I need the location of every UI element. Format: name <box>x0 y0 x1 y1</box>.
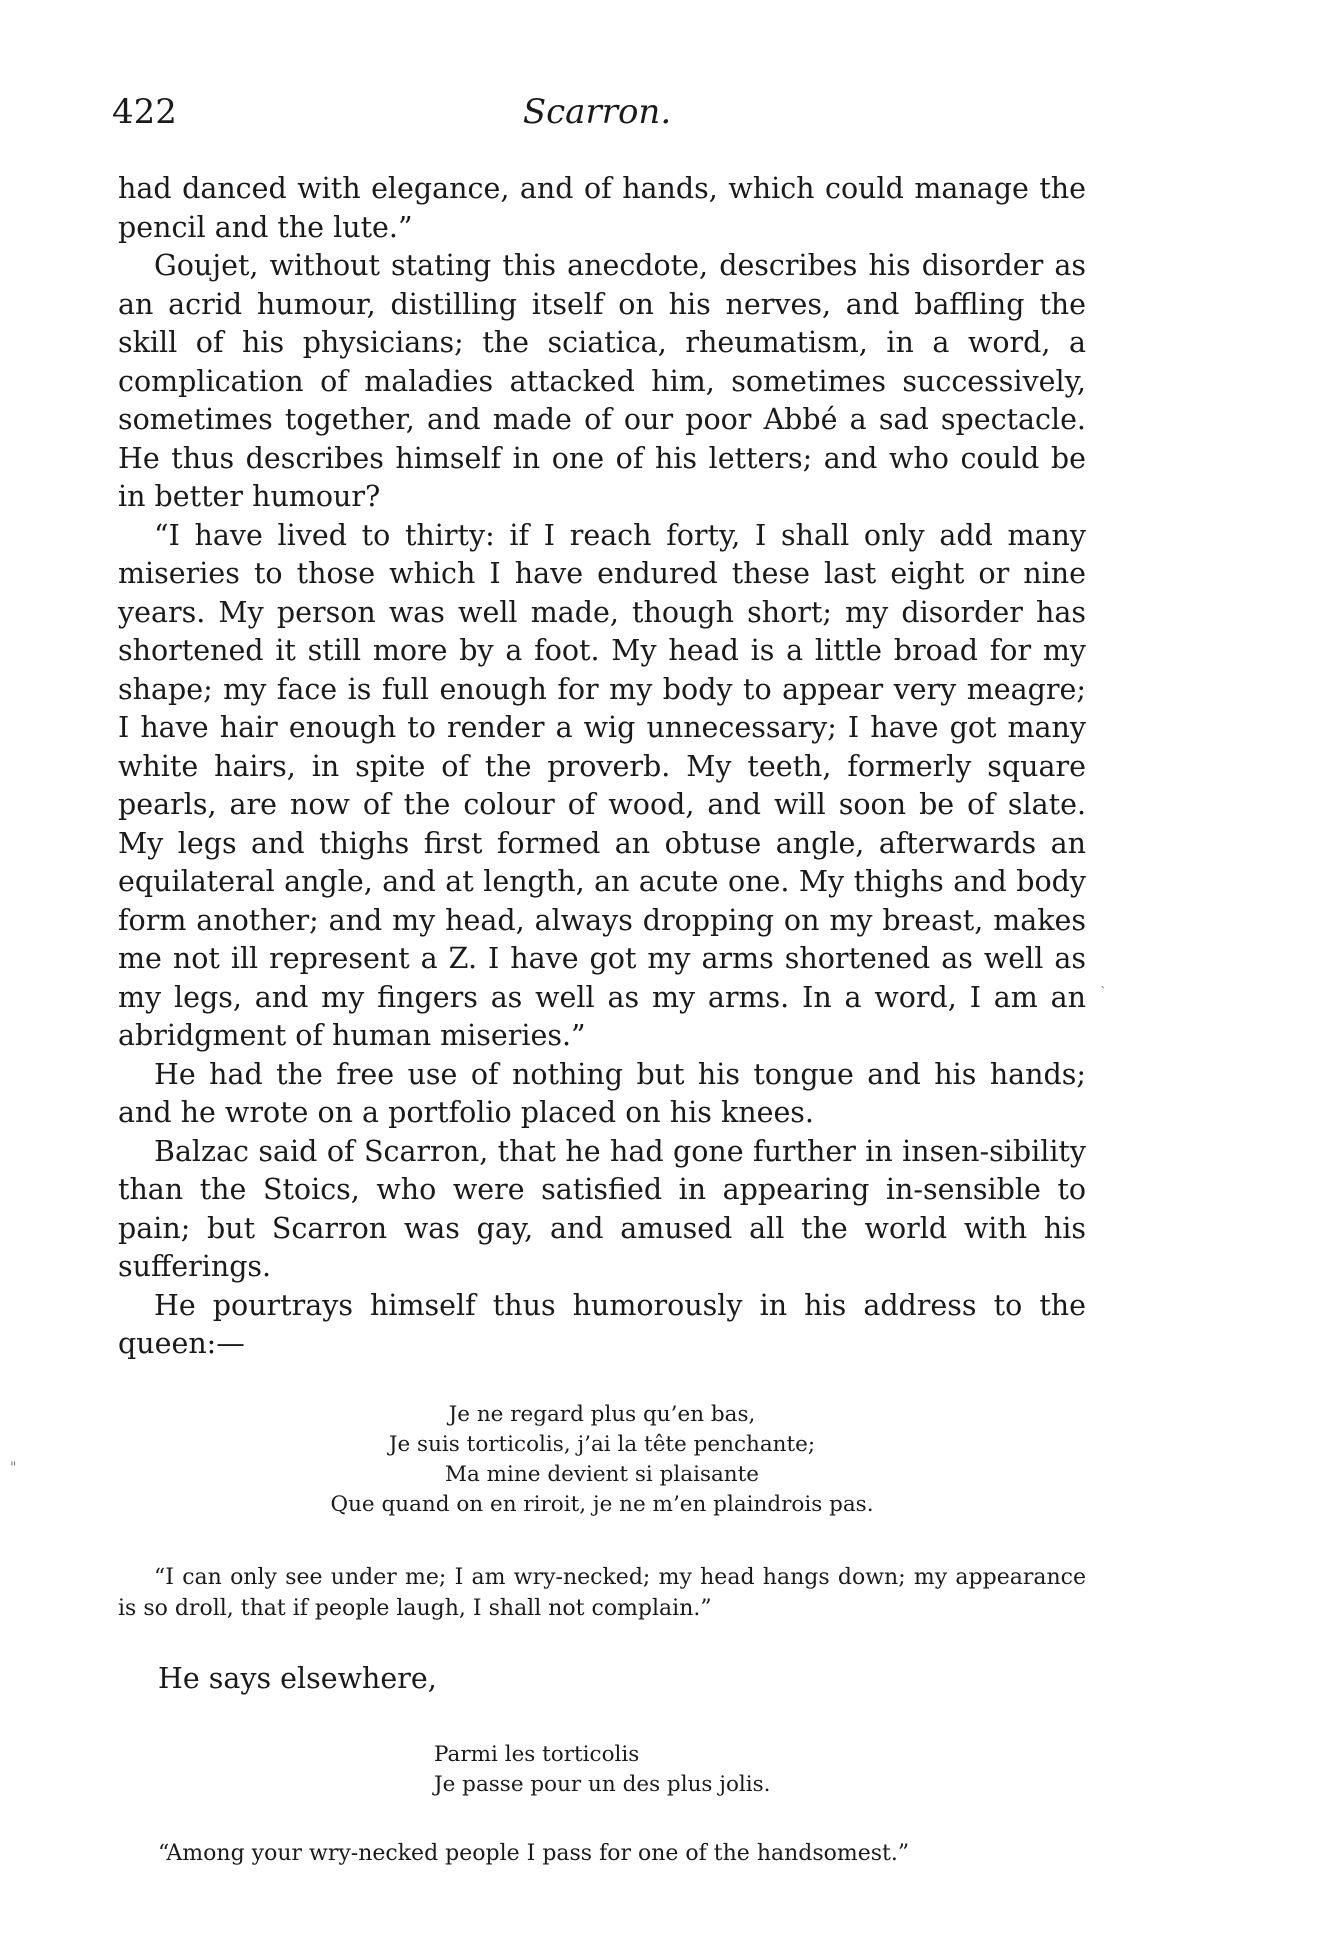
verse-line: Je passe pour un des plus jolis. <box>434 1772 771 1797</box>
paragraph: “I have lived to thirty: if I reach forty, I shall only add many miseries to those which I have endured these last eight or nine years. My person was well made, though short; my disorder has shortened it still more by a foot. My head is a little broad for my shape; my face is full enough for my body to appear very meagre; I have hair enough to render a wig unnecessary; I have got many white hairs, in spite of the proverb. My teeth, formerly square pearls, are now of the colour of wood, and will soon be of slate. My legs and thighs first formed an obtuse angle, afterwards an equilateral angle, and at length, an acute one. My thighs and body form another; and my head, always dropping on my breast, makes me not ill represent a Z. I have got my arms shortened as well as my legs, and my fingers as well as my arms. In a word, I am an abridgment of human miseries.” <box>118 518 1086 1052</box>
he-says-elsewhere: He says elsewhere, <box>158 1662 437 1695</box>
verse-translation-2: “Among your wry-necked people I pass for one of the handsomest.” <box>158 1841 910 1866</box>
verse-line: Je suis torticolis, j’ai la tête penchante; <box>388 1432 816 1457</box>
paragraph: Goujet, without stating this anecdote, describes his disorder as an acrid humour, distilling itself on his nerves, and baffling the skill of his physicians; the sciatica, rheumatism, in a word, a complication of maladies attacked him, sometimes successively, sometimes together, and made of our poor Abbé a sad spectacle. He thus describes himself in one of his letters; and who could be in better humour? <box>118 249 1086 513</box>
verse-translation-1: “I can only see under me; I am wry-necked; my head hangs down; my appearance is so droll, that if people laugh, I shall not complain.” <box>118 1565 1086 1621</box>
verse-line: Je ne regard plus qu’en bas, <box>448 1402 756 1427</box>
running-title: Scarron. <box>522 92 672 132</box>
paragraph: Balzac said of Scarron, that he had gone further in insen-sibility than the Stoics, who were satisfied in appearing in-sensible to pain; but Scarron was gay, and amused all the world with his sufferings. <box>118 1134 1086 1283</box>
french-verse-1 <box>118 1400 1086 1520</box>
print-mark: " <box>10 1460 17 1476</box>
paragraph: He had the free use of nothing but his tongue and his hands; and he wrote on a portfolio placed on his knees. <box>118 1057 1086 1129</box>
body-text <box>118 170 1086 1364</box>
page-header <box>112 92 1082 142</box>
french-verse-2 <box>434 1740 771 1800</box>
print-mark: ` <box>1100 985 1107 1001</box>
paragraph: He pourtrays himself thus humorously in his address to the queen:— <box>118 1288 1086 1360</box>
paragraph: had danced with elegance, and of hands, which could manage the pencil and the lute.” <box>118 172 1086 244</box>
page-number: 422 <box>112 92 177 132</box>
verse-line: Parmi les torticolis <box>434 1742 640 1767</box>
verse-line: Ma mine devient si plaisante <box>444 1462 760 1487</box>
verse-line: Que quand on en riroit, je ne m’en plaindrois pas. <box>330 1492 874 1517</box>
